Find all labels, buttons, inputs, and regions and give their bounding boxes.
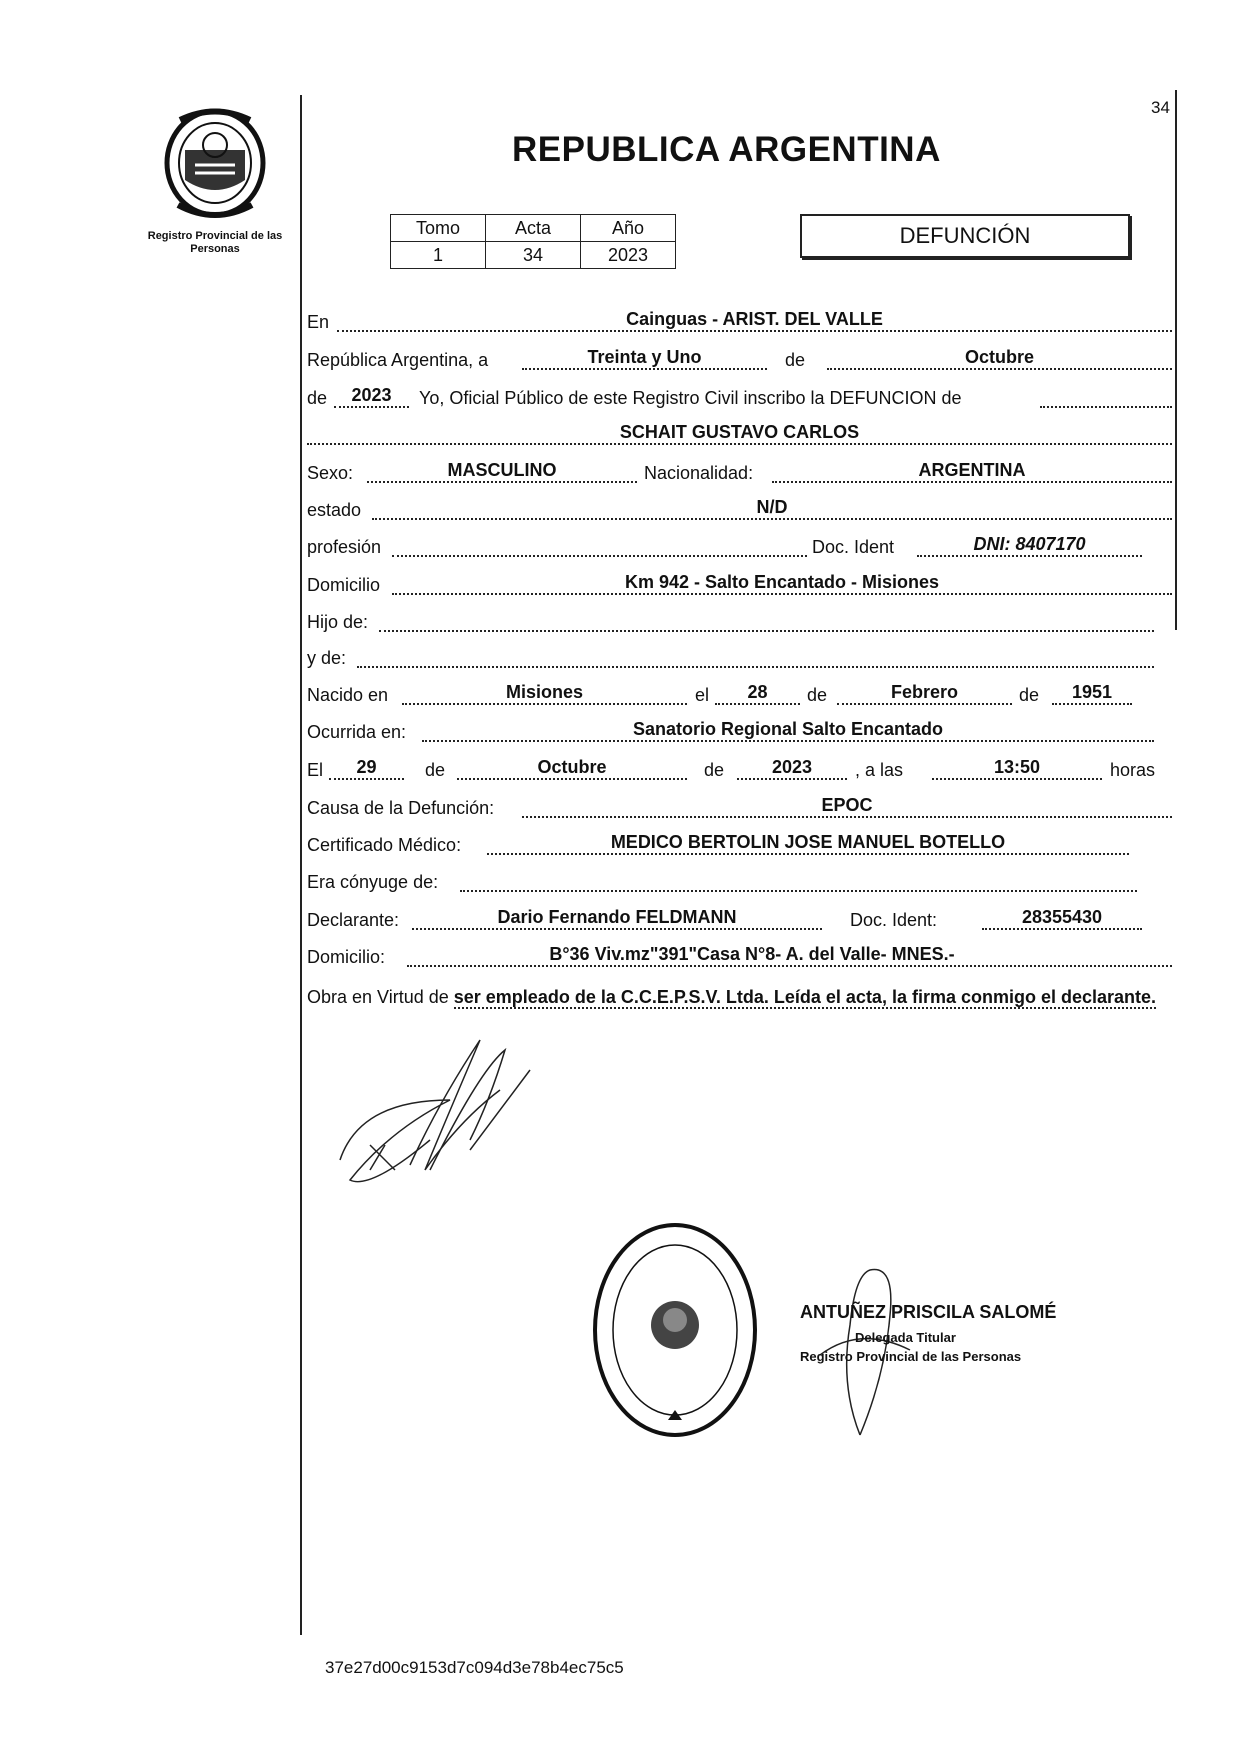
value-fallec-dia: 29 bbox=[356, 757, 377, 777]
label-horas: horas bbox=[1110, 760, 1156, 780]
value-nacido-mes: Febrero bbox=[890, 682, 959, 702]
label-domicilio2: Domicilio: bbox=[307, 947, 386, 967]
label-el2: El bbox=[307, 760, 324, 780]
value-nombre: SCHAIT GUSTAVO CARLOS bbox=[619, 422, 860, 442]
label-de-a: de bbox=[807, 685, 828, 705]
label-republica: República Argentina, a bbox=[307, 350, 489, 370]
obra-prefix: Obra en Virtud de bbox=[307, 987, 454, 1007]
table-row bbox=[391, 242, 676, 269]
left-margin-line bbox=[300, 95, 302, 1635]
page-title: REPUBLICA ARGENTINA bbox=[512, 130, 941, 169]
value-ocurrida: Sanatorio Regional Salto Encantado bbox=[632, 719, 944, 739]
label-doc-ident: Doc. Ident bbox=[812, 537, 895, 557]
right-margin-line bbox=[1175, 90, 1177, 630]
value-domicilio: Km 942 - Salto Encantado - Misiones bbox=[624, 572, 940, 592]
value-anio: 2023 bbox=[581, 242, 676, 269]
value-dia-letras: Treinta y Uno bbox=[587, 347, 702, 367]
label-el: el bbox=[695, 685, 710, 705]
label-nacionalidad: Nacionalidad: bbox=[644, 463, 754, 483]
value-estado: N/D bbox=[756, 497, 788, 517]
registry-caption: Registro Provincial de las Personas bbox=[147, 230, 283, 255]
label-hijo-de: Hijo de: bbox=[307, 612, 369, 632]
declarant-signature bbox=[330, 1030, 560, 1200]
field-line bbox=[379, 612, 1154, 632]
label-y-de: y de: bbox=[307, 648, 347, 668]
label-doc-ident2: Doc. Ident: bbox=[850, 910, 938, 930]
label-domicilio: Domicilio bbox=[307, 575, 381, 595]
official-stamp bbox=[590, 1220, 760, 1440]
value-anio: 2023 bbox=[351, 385, 392, 405]
value-dni: DNI: 8407170 bbox=[973, 534, 1086, 554]
value-declarante-doc: 28355430 bbox=[1021, 907, 1103, 927]
value-declarante: Dario Fernando FELDMANN bbox=[497, 907, 737, 927]
label-declarante: Declarante: bbox=[307, 910, 400, 930]
label-causa: Causa de la Defunción: bbox=[307, 798, 495, 818]
label-de: de bbox=[785, 350, 806, 370]
header-anio: Año bbox=[581, 215, 676, 242]
record-type-box: DEFUNCIÓN bbox=[800, 214, 1130, 258]
value-nacido-anio: 1951 bbox=[1071, 682, 1113, 702]
header-acta: Acta bbox=[486, 215, 581, 242]
value-certificado: MEDICO BERTOLIN JOSE MANUEL BOTELLO bbox=[610, 832, 1006, 852]
officer-registry: Registro Provincial de las Personas bbox=[800, 1349, 1022, 1364]
label-en: En bbox=[307, 312, 330, 332]
value-hora: 13:50 bbox=[993, 757, 1041, 777]
label-de-c: de bbox=[425, 760, 446, 780]
value-nacido-dia: 28 bbox=[747, 682, 768, 702]
obra-paragraph bbox=[307, 983, 1172, 1011]
label-de-b: de bbox=[1019, 685, 1040, 705]
label-profesion: profesión bbox=[307, 537, 382, 557]
officer-name: ANTUÑEZ PRISCILA SALOMÉ bbox=[800, 1302, 1057, 1322]
label-nacido-en: Nacido en bbox=[307, 685, 389, 705]
value-causa: EPOC bbox=[821, 795, 873, 815]
label-estado: estado bbox=[307, 500, 362, 520]
label-ocurrida-en: Ocurrida en: bbox=[307, 722, 407, 742]
volume-table bbox=[390, 214, 676, 269]
label-certificado: Certificado Médico: bbox=[307, 835, 462, 855]
document-hash: 37e27d00c9153d7c094d3e78b4ec75c5 bbox=[325, 1658, 624, 1677]
label-de-d: de bbox=[704, 760, 725, 780]
label-a-las: , a las bbox=[855, 760, 904, 780]
province-seal-logo bbox=[160, 105, 270, 225]
value-declarante-domicilio: B°36 Viv.mz"391"Casa N°8- A. del Valle- MNES.- bbox=[549, 944, 955, 964]
officer-role: Delegada Titular bbox=[855, 1330, 956, 1345]
value-fallec-mes: Octubre bbox=[537, 757, 607, 777]
value-fallec-anio: 2023 bbox=[771, 757, 813, 777]
obra-text: ser empleado de la C.C.E.P.S.V. Ltda. Leída el acta, la firma conmigo el declarante. bbox=[453, 987, 1157, 1007]
label-de2: de bbox=[307, 388, 328, 408]
value-sexo: MASCULINO bbox=[447, 460, 557, 480]
label-conyuge: Era cónyuge de: bbox=[307, 872, 439, 892]
value-lugar: Cainguas - ARIST. DEL VALLE bbox=[626, 309, 883, 329]
field-line bbox=[357, 648, 1154, 668]
value-mes: Octubre bbox=[964, 347, 1034, 367]
field-line bbox=[1040, 388, 1172, 408]
label-sexo: Sexo: bbox=[307, 463, 354, 483]
label-yo: Yo, Oficial Público de este Registro Civil inscribo la DEFUNCION de bbox=[419, 388, 962, 408]
value-acta: 34 bbox=[486, 242, 581, 269]
field-line bbox=[392, 537, 807, 557]
field-line bbox=[460, 872, 1137, 892]
table-header-row bbox=[391, 215, 676, 242]
value-nacido-lugar: Misiones bbox=[505, 682, 584, 702]
value-tomo: 1 bbox=[391, 242, 486, 269]
page-number: 34 bbox=[1151, 98, 1170, 117]
value-nacionalidad: ARGENTINA bbox=[918, 460, 1026, 480]
header-tomo: Tomo bbox=[391, 215, 486, 242]
